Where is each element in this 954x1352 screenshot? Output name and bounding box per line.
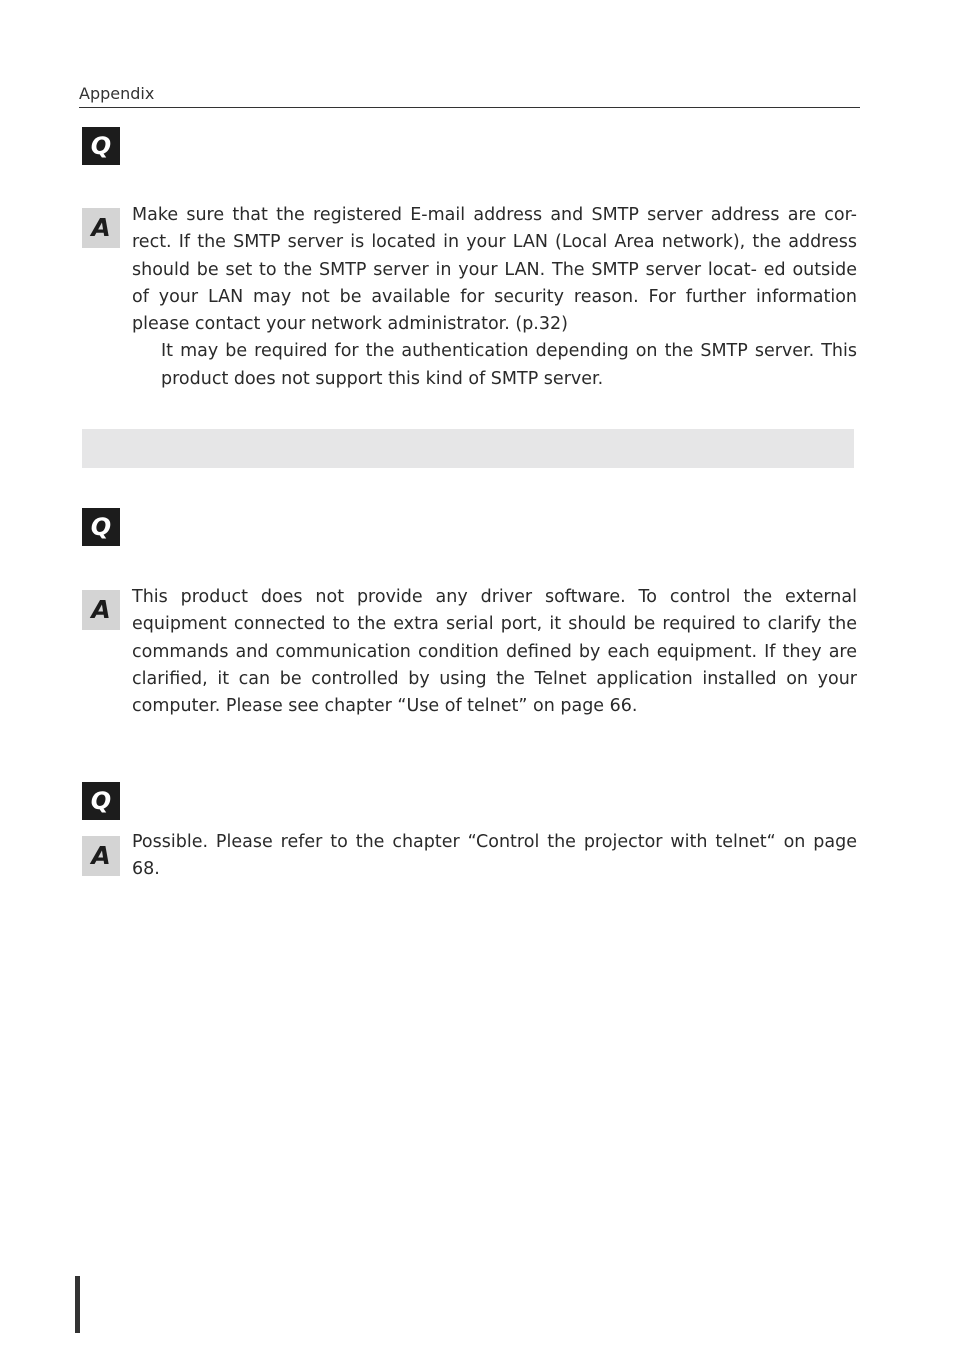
page-header-label: Appendix bbox=[79, 84, 155, 103]
question-badge-1: Q bbox=[82, 127, 120, 165]
question-badge-3: Q bbox=[82, 782, 120, 820]
answer-note-1: It may be required for the authentication depending on the SMTP server. This product does not support this kind of SMTP server. bbox=[161, 341, 857, 389]
answer-text-2 bbox=[132, 584, 857, 720]
answer-badge-3: A bbox=[82, 836, 120, 876]
section-bar bbox=[82, 429, 854, 468]
answer-paragraph-1: Make sure that the registered E-mail address and SMTP server address are cor- rect. If the SMTP server is located in your LAN (Local Area network), the address should be set to the SMTP server in your LAN. The SMTP server locat- ed outside of your LAN may not be available for security reason. For further information please contact your network administrator. (p.32) bbox=[132, 205, 857, 335]
answer-paragraph-3: Possible. Please refer to the chapter “Control the projector with telnet“ on page 68. bbox=[132, 832, 857, 880]
question-badge-2: Q bbox=[82, 508, 120, 546]
answer-text-3 bbox=[132, 829, 857, 884]
answer-badge-2: A bbox=[82, 590, 120, 630]
answer-badge-1: A bbox=[82, 208, 120, 248]
page-edge-mark bbox=[75, 1276, 80, 1333]
answer-paragraph-2: This product does not provide any driver software. To control the external equipment connected to the extra serial port, it should be required to clarify the commands and communication condition defined by each equipment. If they are clarified, it can be controlled by using the Telnet application installed on your computer. Please see chapter “Use of telnet” on page 66. bbox=[132, 587, 857, 717]
answer-text-1 bbox=[132, 202, 857, 393]
header-rule bbox=[79, 107, 860, 108]
